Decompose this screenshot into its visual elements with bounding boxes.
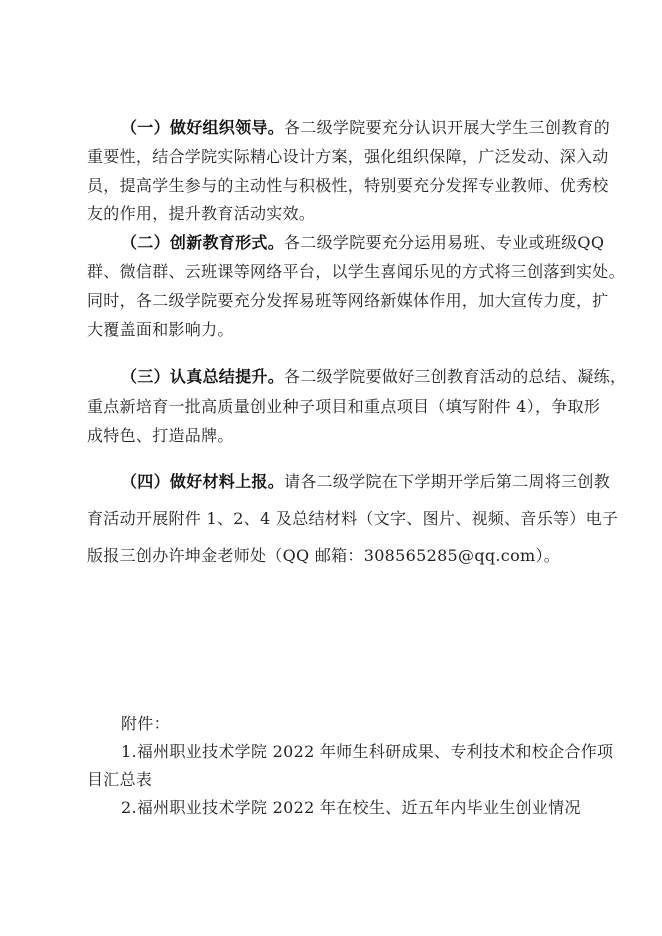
paragraph-line: 版报三创办许坤金老师处（QQ 邮箱：308565285@qq.com）。 <box>87 546 561 565</box>
paragraph-line: 重要性，结合学院实际精心设计方案，强化组织保障，广泛发动、深入动 <box>87 147 609 166</box>
paragraph-line: （一）做好组织领导。各二级学院要充分认识开展大学生三创教育的 <box>121 118 611 137</box>
attachment-item: 目汇总表 <box>87 770 153 789</box>
paragraph-line: （四）做好材料上报。请各二级学院在下学期开学后第二周将三创教 <box>121 472 611 491</box>
paragraph-line: 员，提高学生参与的主动性与积极性，特别要充分发挥专业教师、优秀校 <box>87 176 609 195</box>
attachments-label: 附件： <box>121 714 170 733</box>
section-heading: （三）认真总结提升。 <box>121 367 285 386</box>
paragraph-line: （二）创新教育形式。各二级学院要充分运用易班、专业或班级QQ <box>121 233 605 252</box>
paragraph-line: 同时，各二级学院要充分发挥易班等网络新媒体作用，加大宣传力度，扩 <box>87 291 609 310</box>
paragraph-line: 大覆盖面和影响力。 <box>87 320 234 339</box>
section-heading: （一）做好组织领导。 <box>121 118 285 137</box>
paragraph-line: 成特色、打造品牌。 <box>87 426 234 445</box>
attachment-item: 1.福州职业技术学院 2022 年师生科研成果、专利技术和校企合作项 <box>121 742 614 761</box>
paragraph-line: 群、微信群、云班课等网络平台，以学生喜闻乐见的方式将三创落到实处。 <box>87 262 625 281</box>
paragraph-line: 友的作用，提升教育活动实效。 <box>87 204 316 223</box>
paragraph-line: （三）认真总结提升。各二级学院要做好三创教育活动的总结、凝练， <box>121 367 627 386</box>
section-heading: （四）做好材料上报。 <box>121 472 285 491</box>
paragraph-line: 育活动开展附件 1、2、4 及总结材料（文字、图片、视频、音乐等）电子 <box>87 509 619 528</box>
paragraph-line: 重点新培育一批高质量创业种子项目和重点项目（填写附件 4），争取形 <box>87 397 601 416</box>
section-heading: （二）创新教育形式。 <box>121 233 285 252</box>
attachment-item: 2.福州职业技术学院 2022 年在校生、近五年内毕业生创业情况 <box>121 798 581 817</box>
